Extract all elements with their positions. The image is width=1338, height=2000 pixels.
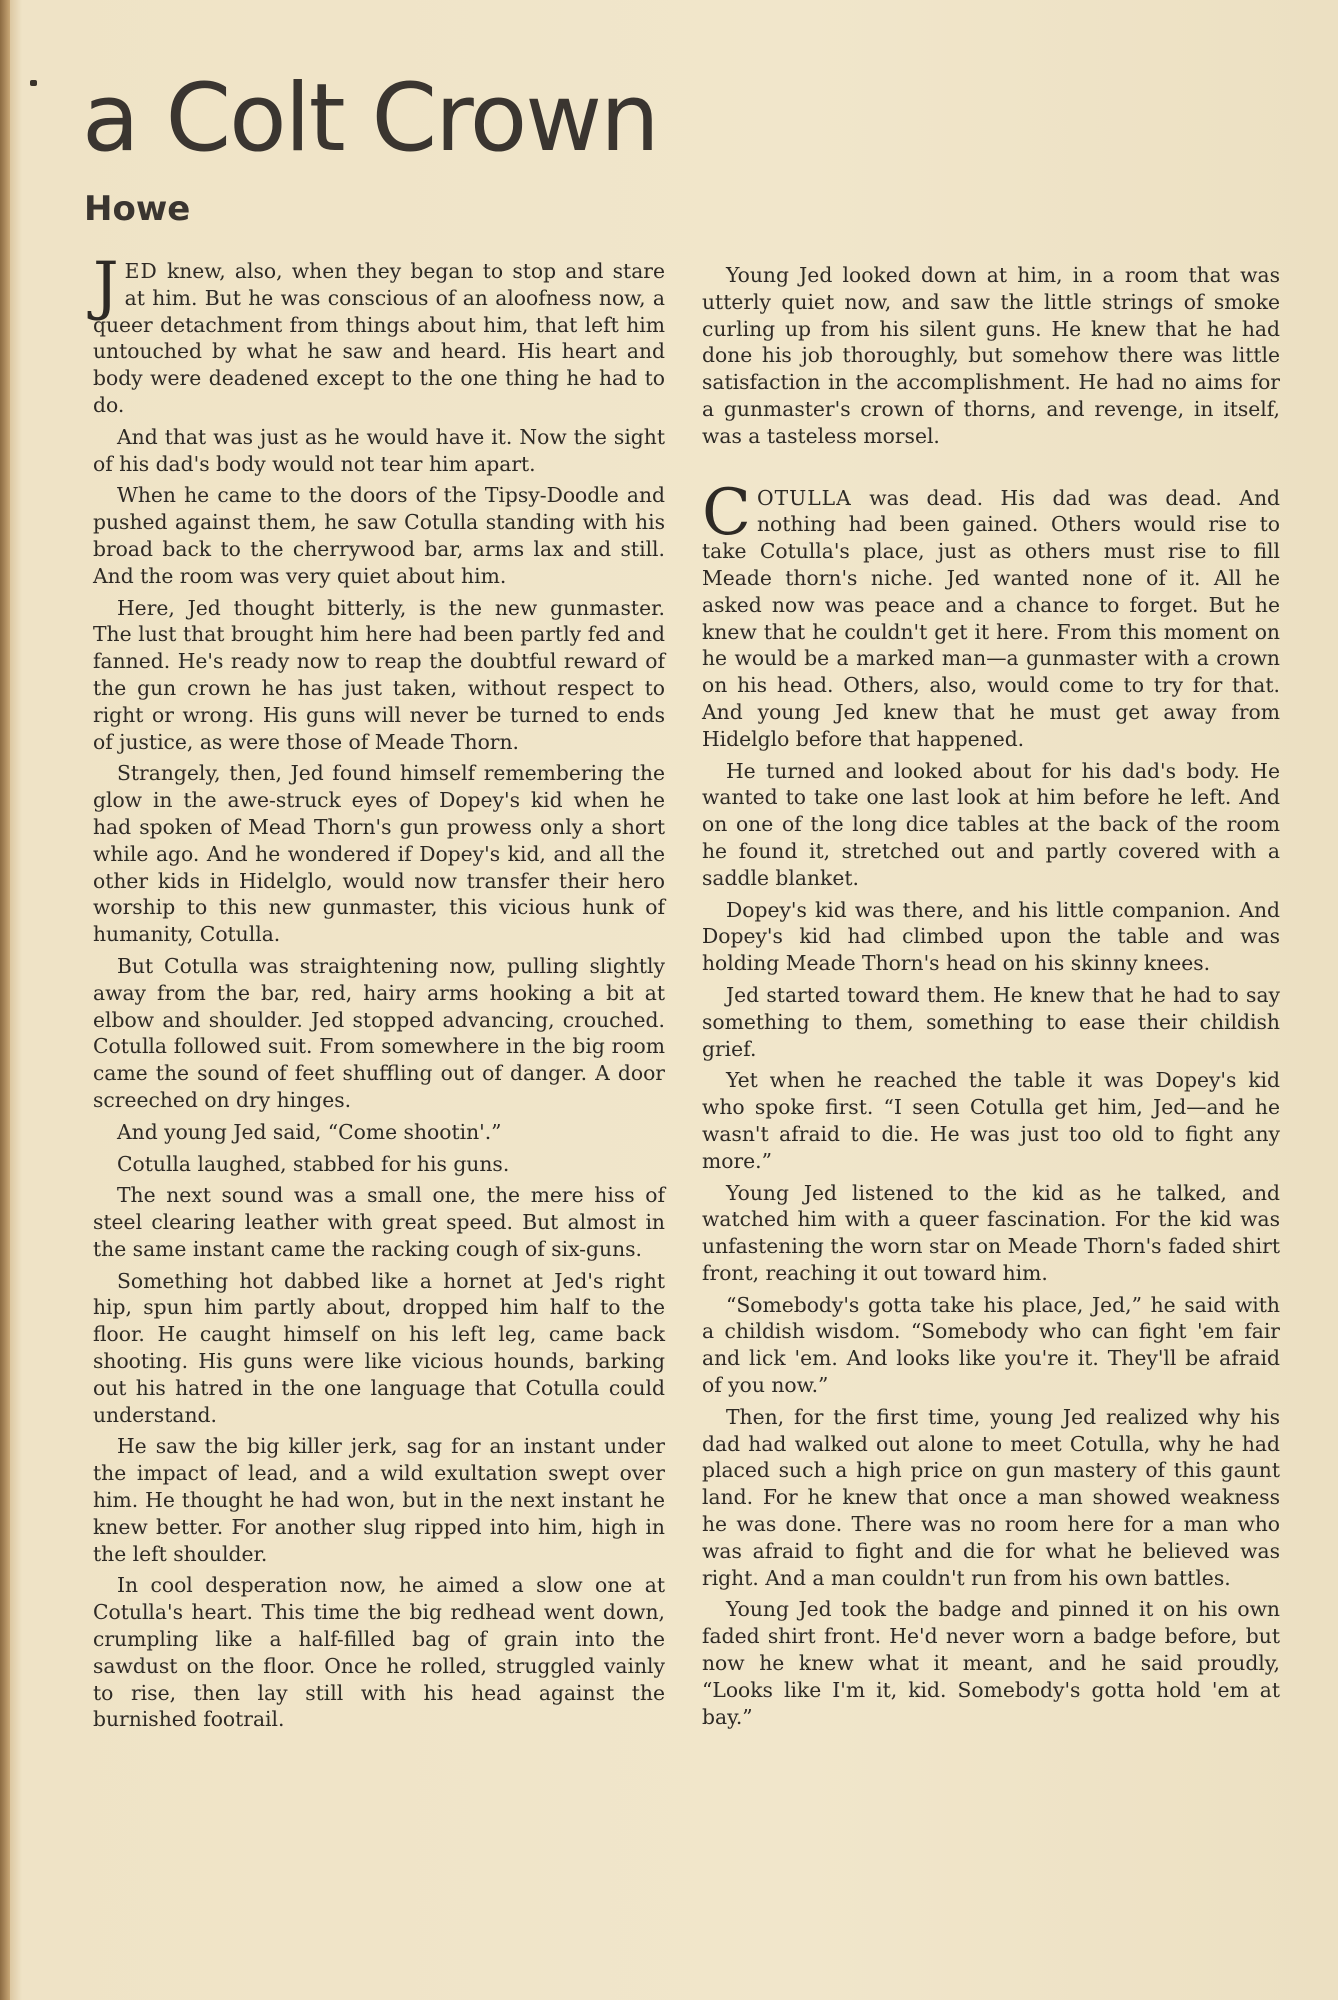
drop-cap: J	[93, 249, 119, 323]
paragraph: Jed started toward them. He knew that he had to say something to them, something to ease their childish grief.	[702, 982, 1280, 1061]
paragraph: Something hot dabbed like a hornet at Jed's right hip, spun him partly about, dropped him half to the floor. He caught himself on his left leg, came back shooting. His guns were like vicious hounds, barking out his hatred in the one language that Cotulla could understand.	[93, 1268, 665, 1427]
story-title: a Colt Crown	[82, 64, 658, 173]
small-caps-opening: OTULLA	[756, 485, 852, 510]
paragraph: Young Jed looked down at him, in a room that was utterly quiet now, and saw the little strings of smoke curling up from his silent guns. He knew that he had done his job thoroughly, but somehow there was little satisfaction in the accomplishment. He had no aims for a gunmaster's crown of thorns, and revenge, in itself, was a tasteless morsel.	[702, 263, 1280, 448]
paragraph: Dopey's kid was there, and his little companion. And Dopey's kid had climbed upon the table and was holding Meade Thorn's head on his skinny knees.	[702, 897, 1280, 976]
paragraph: The next sound was a small one, the mere hiss of steel clearing leather with great speed. But almost in the same instant came the racking cough of six-guns.	[93, 1183, 665, 1261]
paragraph: But Cotulla was straightening now, pulling slightly away from the bar, red, hairy arms hooking a bit at elbow and shoulder. Jed stopped advancing, crouched. Cotulla followed suit. From somewhere in the big room came the sound of feet shuffling out of danger. A door screeched on dry hinges.	[93, 953, 665, 1112]
ink-mark	[30, 80, 37, 86]
paragraph: Young Jed listened to the kid as he talked, and watched him with a queer fascination. For the kid was unfastening the worn star on Meade Thorn's faded shirt front, reaching it out toward him.	[702, 1180, 1280, 1285]
paragraph: Strangely, then, Jed found himself remembering the glow in the awe-struck eyes of Dopey's kid when he had spoken of Mead Thorn's gun prowess only a short while ago. And he wondered if Dopey's kid, and all the other kids in Hidelglo, would now transfer their hero worship to this new gunmaster, this vicious hunk of humanity, Cotulla.	[93, 761, 665, 947]
paragraph	[702, 475, 1280, 753]
paragraph: He turned and looked about for his dad's body. He wanted to take one last look at him before he left. And on one of the long dice tables at the back of the room he found it, stretched out and partly covered with a saddle blanket.	[702, 758, 1280, 890]
paragraph: Then, for the first time, young Jed realized why his dad had walked out alone to meet Cotulla, why he had placed such a high price on gun mastery of this gaunt land. For he knew that once a man showed weakness he was done. There was no room here for a man who was afraid to fight and die for what he believed was right. And a man couldn't run from his own battles.	[702, 1404, 1280, 1590]
paragraph: When he came to the doors of the Tipsy-Doodle and pushed against them, he saw Cotulla standing with his broad back to the cherrywood bar, arms lax and still. And the room was very quiet about him.	[93, 483, 665, 588]
page-spine-edge	[0, 0, 10, 2000]
paragraph: Young Jed took the badge and pinned it on his own faded shirt front. He'd never worn a badge before, but now he knew what it meant, and he said proudly, “Looks like I'm it, kid. Somebody's gotta hold 'em at bay.”	[702, 1597, 1280, 1729]
paragraph: Yet when he reached the table it was Dopey's kid who spoke first. “I seen Cotulla get him, Jed—and he wasn't afraid to die. He was just too old to fight any more.”	[702, 1068, 1280, 1173]
paragraph-text: knew, also, when they began to stop and stare at him. But he was conscious of an aloofness now, a queer detachment from things about him, that left him untouched by what he saw and heard. His heart and body were deadened except to the one thing he had to do.	[93, 259, 665, 417]
paragraph: And that was just as he would have it. Now the sight of his dad's body would not tear him apart.	[93, 424, 665, 476]
paragraph: And young Jed said, “Come shootin'.”	[117, 1119, 502, 1144]
paragraph: Here, Jed thought bitterly, is the new gunmaster. The lust that brought him here had been partly fed and fanned. He's ready now to reap the doubtful reward of the gun crown he has just taken, without respect to right or wrong. His guns will never be turned to ends of justice, as were those of Meade Thorn.	[93, 595, 665, 754]
paragraph-text: was dead. His dad was dead. And nothing had been gained. Others would rise to take Cotulla's place, just as others must rise to fill Meade thorn's niche. Jed wanted none of it. All he asked now was peace and a chance to forget. But he knew that he couldn't get it here. From this moment on he would be a marked man—a gunmaster with a crown on his head. Others, also, would come to try for that. And young Jed knew that he must get away from Hidelglo before that happened.	[702, 485, 1280, 751]
drop-cap: C	[702, 475, 751, 550]
small-caps-opening: ED	[124, 259, 158, 283]
left-text-column	[93, 249, 665, 1738]
paragraph: He saw the big killer jerk, sag for an instant under the impact of lead, and a wild exultation swept over him. He thought he had won, but in the next instant he knew better. For another slug ripped into him, high in the left shoulder.	[93, 1434, 665, 1566]
paragraph	[93, 249, 665, 419]
author-byline: Howe	[84, 189, 191, 229]
right-text-column	[702, 262, 1280, 1735]
section-break	[702, 455, 1280, 485]
paragraph: “Somebody's gotta take his place, Jed,” he said with a childish wisdom. “Somebody who can fight 'em fair and lick 'em. And looks like you're it. They'll be afraid of you now.”	[702, 1292, 1280, 1398]
paragraph: In cool desperation now, he aimed a slow one at Cotulla's heart. This time the big redhead went down, crumpling like a half-filled bag of grain into the sawdust on the floor. Once he rolled, struggled vainly to rise, then lay still with his head against the burnished footrail.	[93, 1573, 665, 1732]
paragraph: Cotulla laughed, stabbed for his guns.	[117, 1151, 510, 1176]
